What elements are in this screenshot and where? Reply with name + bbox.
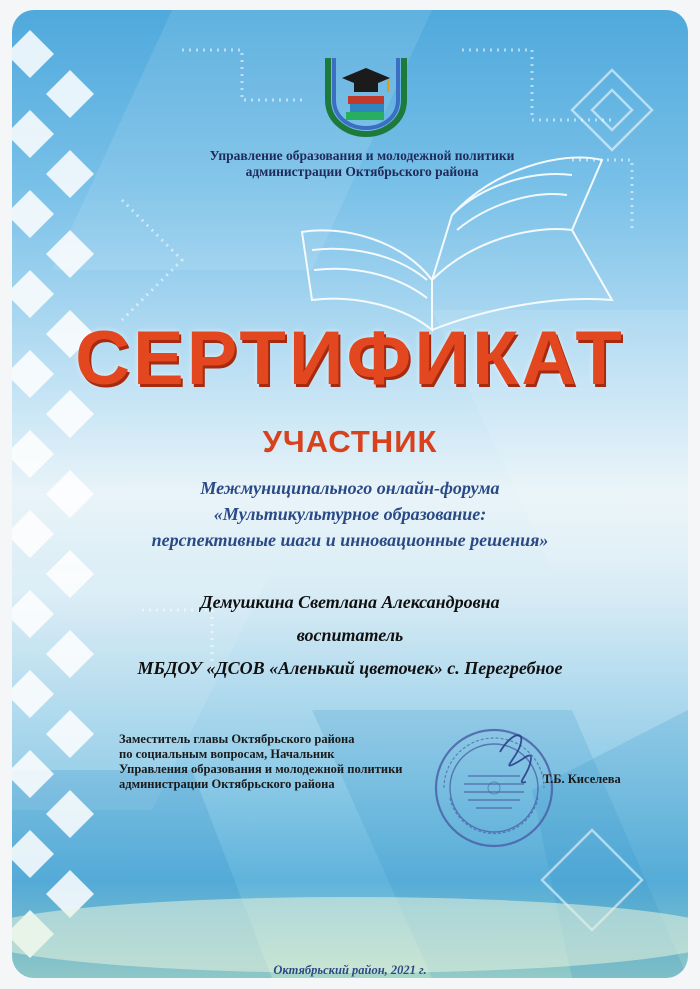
- recipient-name: Демушкина Светлана Александровна: [200, 592, 500, 612]
- certificate-card: [12, 10, 688, 978]
- issuer-org-line1: Управление образования и молодежной политики: [209, 148, 515, 163]
- footer-place-year: Октябрьский район, 2021 г.: [273, 963, 427, 977]
- signatory-title: [119, 732, 459, 792]
- event-line3: перспективные шаги и инновационные решения»: [151, 530, 549, 550]
- official-stamp: [430, 724, 558, 852]
- participant-label: УЧАСТНИК: [262, 424, 438, 459]
- signatory-line4: администрации Октябрьского района: [119, 777, 335, 791]
- education-logo: [320, 48, 412, 140]
- signatory-line3: Управления образования и молодежной политики: [119, 762, 403, 776]
- signer-name: Т.Б. Киселева: [543, 772, 621, 786]
- certificate-title: СЕРТИФИКАТ: [75, 316, 625, 401]
- recipient-organization: МБДОУ «ДСОВ «Аленький цветочек» с. Перегребное: [137, 658, 563, 678]
- issuer-org: [162, 148, 562, 180]
- event-line1: Межмуниципального онлайн-форума: [200, 478, 500, 498]
- recipient-position: воспитатель: [296, 625, 404, 645]
- event-line2: «Мультикультурное образование:: [213, 504, 487, 524]
- event-description: [92, 475, 608, 553]
- signatory-line1: Заместитель главы Октябрьского района: [119, 732, 355, 746]
- issuer-org-line2: администрации Октябрьского района: [245, 164, 479, 179]
- signatory-line2: по социальным вопросам, Начальник: [119, 747, 335, 761]
